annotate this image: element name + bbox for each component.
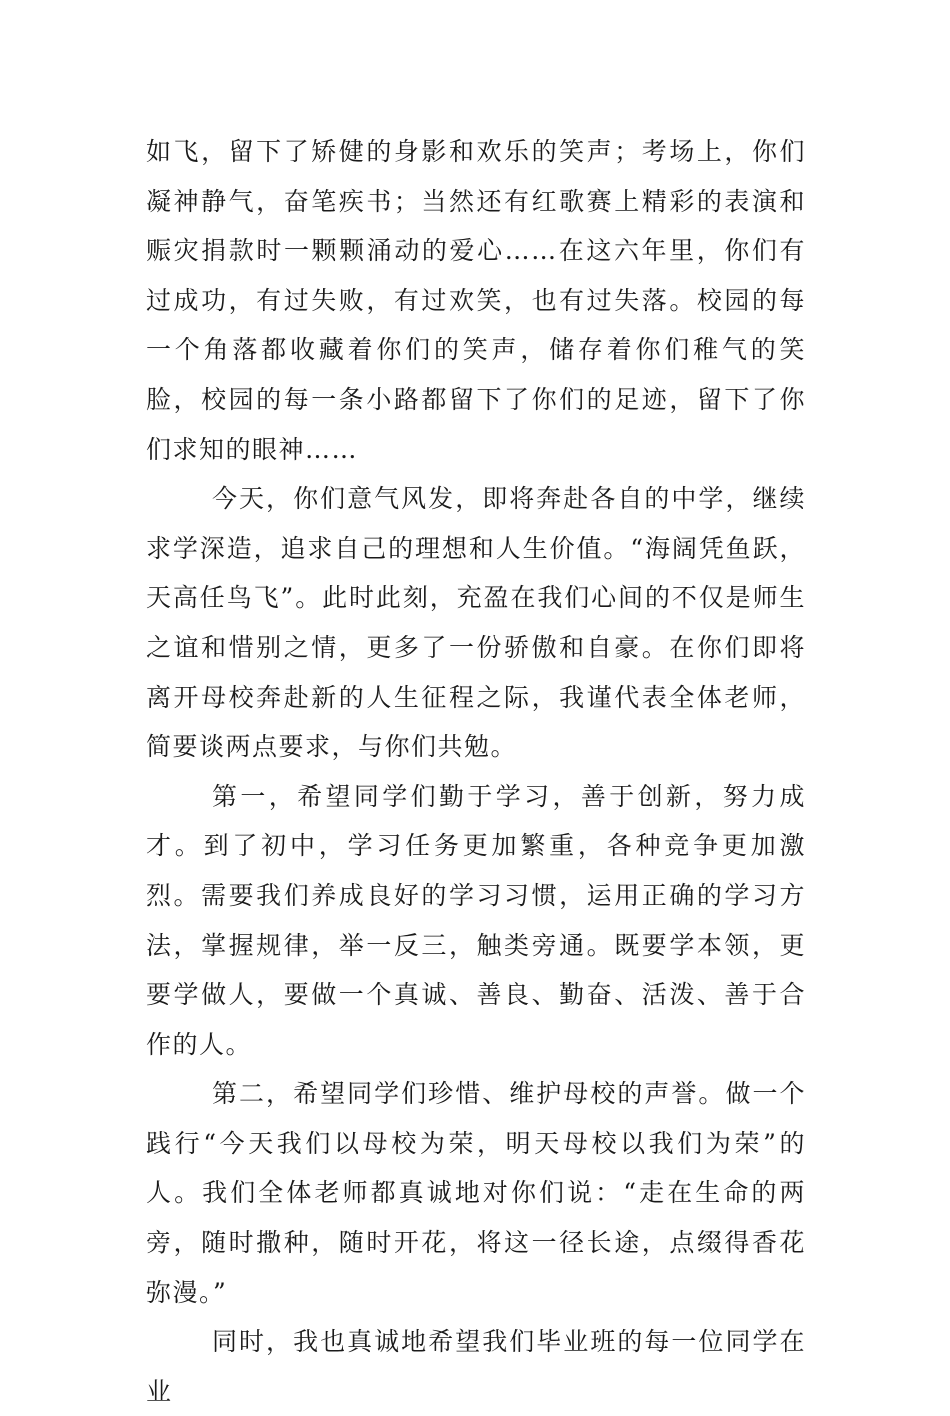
document-body xyxy=(146,127,806,1416)
paragraph-4: 第二，希望同学们珍惜、维护母校的声誉。做一个践行“今天我们以母校为荣，明天母校以我们为荣”的人。我们全体老师都真诚地对你们说：“走在生命的两旁，随时撒种，随时开花，将这一径长途，点缀得香花弥漫。” xyxy=(146,1079,806,1307)
paragraph-3: 第一，希望同学们勤于学习，善于创新，努力成才。到了初中，学习任务更加繁重，各种竞争更加激烈。需要我们养成良好的学习习惯，运用正确的学习方法，掌握规律，举一反三，触类旁通。既要学本领，更要学做人，要做一个真诚、善良、勤奋、活泼、善于合作的人。 xyxy=(146,781,806,1059)
paragraph-5: 同时，我也真诚地希望我们毕业班的每一位同学在业 xyxy=(146,1327,806,1406)
paragraph-2: 今天，你们意气风发，即将奔赴各自的中学，继续求学深造，追求自己的理想和人生价值。“海阔凭鱼跃，天高任鸟飞”。此时此刻，充盈在我们心间的不仅是师生之谊和惜别之情，更多了一份骄傲和自豪。在你们即将离开母校奔赴新的人生征程之际，我谨代表全体老师，简要谈两点要求，与你们共勉。 xyxy=(146,484,806,762)
paragraph-1: 如飞，留下了矫健的身影和欢乐的笑声；考场上，你们凝神静气，奋笔疾书；当然还有红歌赛上精彩的表演和赈灾捐款时一颗颗涌动的爱心……在这六年里，你们有过成功，有过失败，有过欢笑，也有过失落。校园的每一个角落都收藏着你们的笑声，储存着你们稚气的笑脸，校园的每一条小路都留下了你们的足迹，留下了你们求知的眼神…… xyxy=(146,137,806,464)
